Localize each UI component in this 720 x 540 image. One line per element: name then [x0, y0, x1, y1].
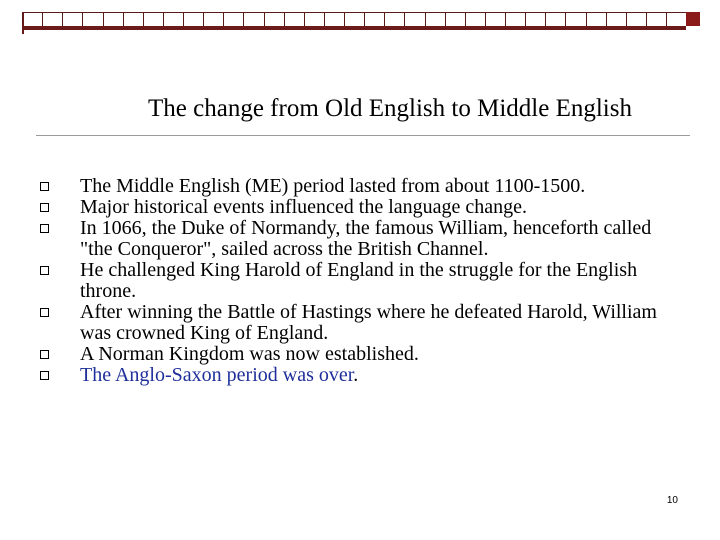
hollow-square-icon — [40, 308, 49, 317]
page-number: 10 — [666, 495, 678, 506]
bullet-item — [36, 344, 676, 365]
bullet-text: He challenged King Harold of England in the struggle for the English throne. — [80, 259, 638, 302]
bullet-text: After winning the Battle of Hastings where he defeated Harold, William was crowned King of England. — [80, 301, 657, 344]
hollow-square-icon — [40, 350, 49, 359]
bullet-text: A Norman Kingdom was now established. — [80, 343, 419, 365]
slide-title: The change from Old English to Middle English — [148, 95, 632, 122]
bullet-text: Major historical events influenced the language change. — [80, 196, 528, 218]
bullet-item — [36, 197, 676, 218]
hollow-square-icon — [40, 203, 49, 212]
header-grid — [22, 12, 686, 30]
hollow-square-icon — [40, 182, 49, 191]
bullet-list — [36, 176, 676, 386]
title-divider — [36, 135, 690, 136]
hollow-square-icon — [40, 224, 49, 233]
hollow-square-icon — [40, 371, 49, 380]
bullet-item — [36, 260, 676, 302]
bullet-suffix: . — [353, 364, 359, 386]
bullet-item — [36, 218, 676, 260]
bullet-text: The Middle English (ME) period lasted from about 1100-1500. — [80, 175, 586, 197]
corner-square — [686, 12, 700, 26]
bullet-item — [36, 365, 676, 386]
hollow-square-icon — [40, 266, 49, 275]
bullet-item — [36, 302, 676, 344]
header-underline — [22, 26, 686, 30]
bullet-text: In 1066, the Duke of Normandy, the famous William, henceforth called "the Conqueror", sailed across the British Channel. — [80, 217, 652, 260]
bullet-item — [36, 176, 676, 197]
bullet-text-highlight: The Anglo-Saxon period was over — [80, 364, 354, 386]
